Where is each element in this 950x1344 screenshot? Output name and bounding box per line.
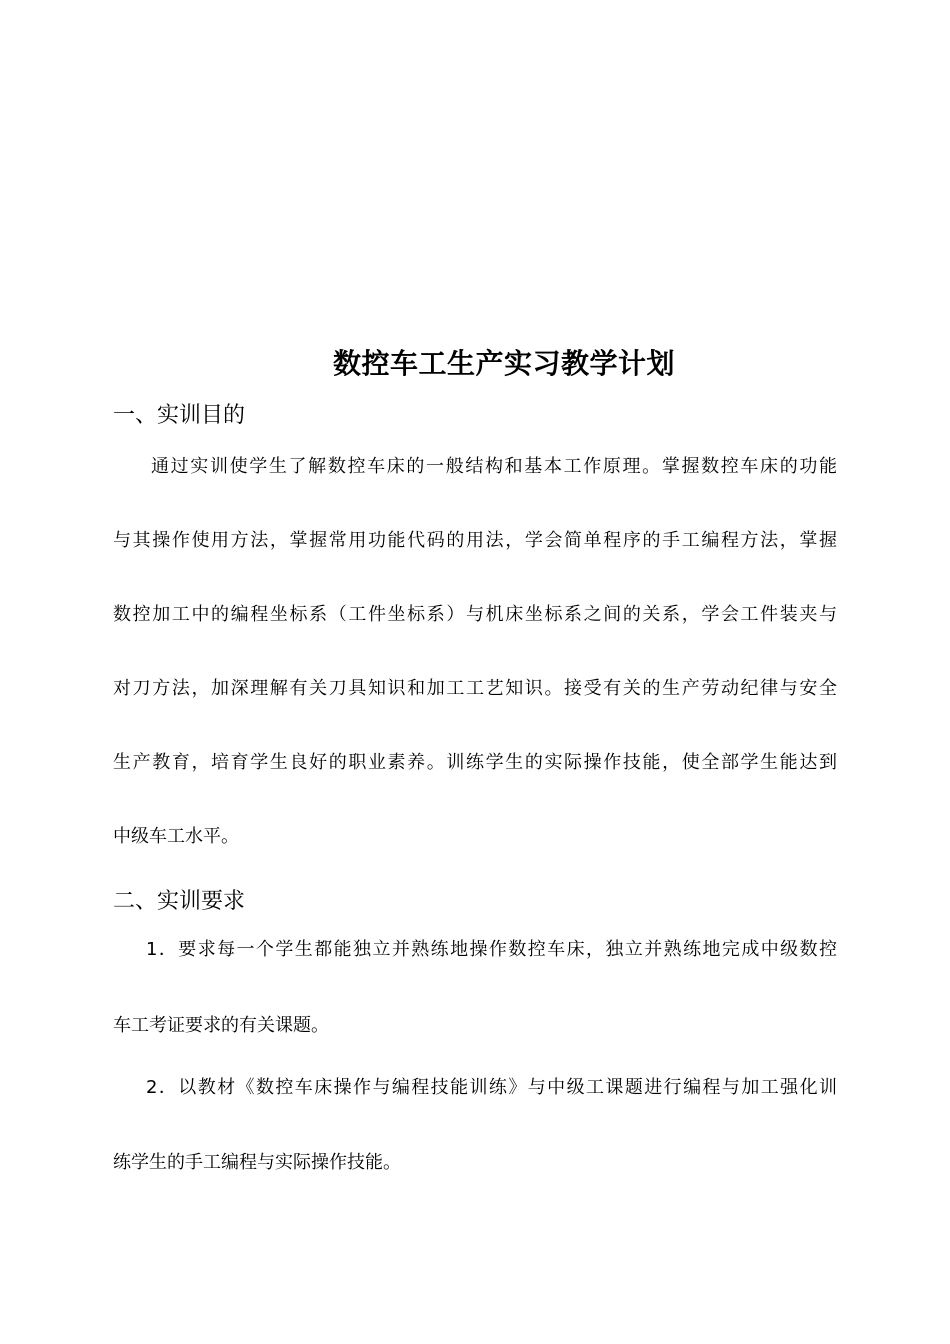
- list-item-line: 2．以教材《数控车床操作与编程技能训练》与中级工课题进行编程与加工强化训: [146, 1077, 837, 1098]
- paragraph-line: 通过实训使学生了解数控车床的一般结构和基本工作原理。掌握数控车床的功能: [151, 456, 837, 477]
- list-item-line: 1．要求每一个学生都能独立并熟练地操作数控车床，独立并熟练地完成中级数控: [146, 939, 837, 960]
- paragraph-line: 数控加工中的编程坐标系（工件坐标系）与机床坐标系之间的关系，学会工件装夹与: [113, 604, 837, 625]
- list-item-line: 车工考证要求的有关课题。: [113, 1015, 329, 1036]
- list-item-line: 练学生的手工编程与实际操作技能。: [113, 1152, 401, 1173]
- section-heading-training-requirements: 二、实训要求: [113, 889, 246, 914]
- section-heading-training-purpose: 一、实训目的: [113, 403, 246, 428]
- paragraph-line: 生产教育，培育学生良好的职业素养。训练学生的实际操作技能，使全部学生能达到: [113, 752, 837, 773]
- document-title: 数控车工生产实习教学计划: [332, 347, 675, 380]
- paragraph-line: 与其操作使用方法，掌握常用功能代码的用法，学会简单程序的手工编程方法，掌握: [113, 530, 837, 551]
- paragraph-line: 对刀方法，加深理解有关刀具知识和加工工艺知识。接受有关的生产劳动纪律与安全: [113, 678, 837, 699]
- paragraph-line: 中级车工水平。: [113, 826, 239, 847]
